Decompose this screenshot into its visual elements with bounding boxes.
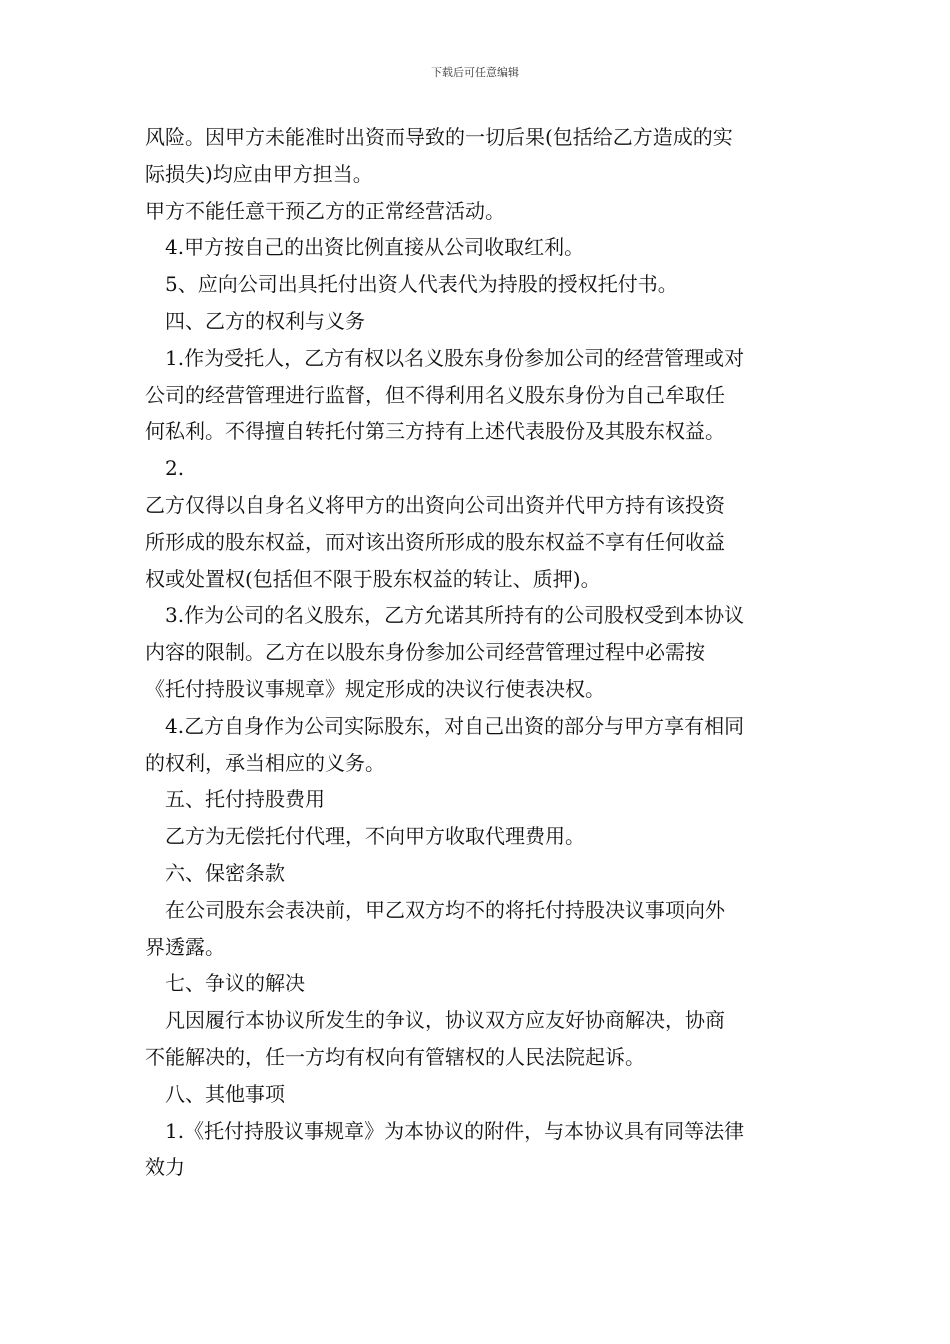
text-line: 权或处置权(包括但不限于股东权益的转让、质押)。 (145, 566, 601, 591)
section-heading: 八、其他事项 (165, 1081, 285, 1106)
text-line: 甲方不能任意干预乙方的正常经营活动。 (145, 198, 505, 223)
text-line: 风险。因甲方未能准时出资而导致的一切后果(包括给乙方造成的实 (145, 125, 733, 149)
text-line: 乙方仅得以自身名义将甲方的出资向公司出资并代甲方持有该投资 (145, 492, 725, 517)
text-line: 5、应向公司出具托付出资人代表代为持股的授权托付书。 (165, 272, 678, 297)
text-line: 所形成的股东权益，而对该出资所形成的股东权益不享有任何收益 (145, 529, 725, 554)
text-line: 界透露。 (145, 934, 225, 959)
section-heading: 七、争议的解决 (165, 971, 305, 996)
text-line: 效力 (145, 1155, 185, 1180)
text-line: 1.作为受托人，乙方有权以名义股东身份参加公司的经营管理或对 (165, 345, 745, 370)
section-heading: 五、托付持股费用 (165, 787, 325, 812)
text-line: 不能解决的，任一方均有权向有管辖权的人民法院起诉。 (145, 1044, 645, 1069)
text-line: 内容的限制。乙方在以股东身份参加公司经营管理过程中必需按 (145, 640, 705, 665)
document-body (145, 119, 809, 1186)
text-line: 3.作为公司的名义股东，乙方允诺其所持有的公司股权受到本协议 (165, 603, 745, 628)
text-line: 4.甲方按自己的出资比例直接从公司收取红利。 (165, 235, 585, 260)
text-line: 2. (165, 456, 185, 481)
text-line: 《托付持股议事规章》规定形成的决议行使表决权。 (145, 676, 605, 701)
text-line: 4.乙方自身作为公司实际股东，对自己出资的部分与甲方享有相同 (165, 713, 745, 738)
text-line: 1.《托付持股议事规章》为本协议的附件，与本协议具有同等法律 (165, 1118, 745, 1143)
text-line: 何私利。不得擅自转托付第三方持有上述代表股份及其股东权益。 (145, 419, 725, 444)
text-line: 公司的经营管理进行监督，但不得利用名义股东身份为自己牟取任 (145, 382, 725, 407)
section-heading: 六、保密条款 (165, 860, 285, 885)
text-line: 乙方为无偿托付代理，不向甲方收取代理费用。 (165, 824, 585, 849)
text-line: 际损失)均应由甲方担当。 (145, 161, 373, 186)
section-heading: 四、乙方的权利与义务 (165, 308, 365, 333)
text-line: 在公司股东会表决前，甲乙双方均不的将托付持股决议事项向外 (165, 897, 725, 922)
page-header: 下载后可任意编辑 (431, 66, 519, 79)
text-line: 的权利，承当相应的义务。 (145, 750, 385, 775)
text-line: 凡因履行本协议所发生的争议，协议双方应友好协商解决，协商 (165, 1008, 725, 1033)
